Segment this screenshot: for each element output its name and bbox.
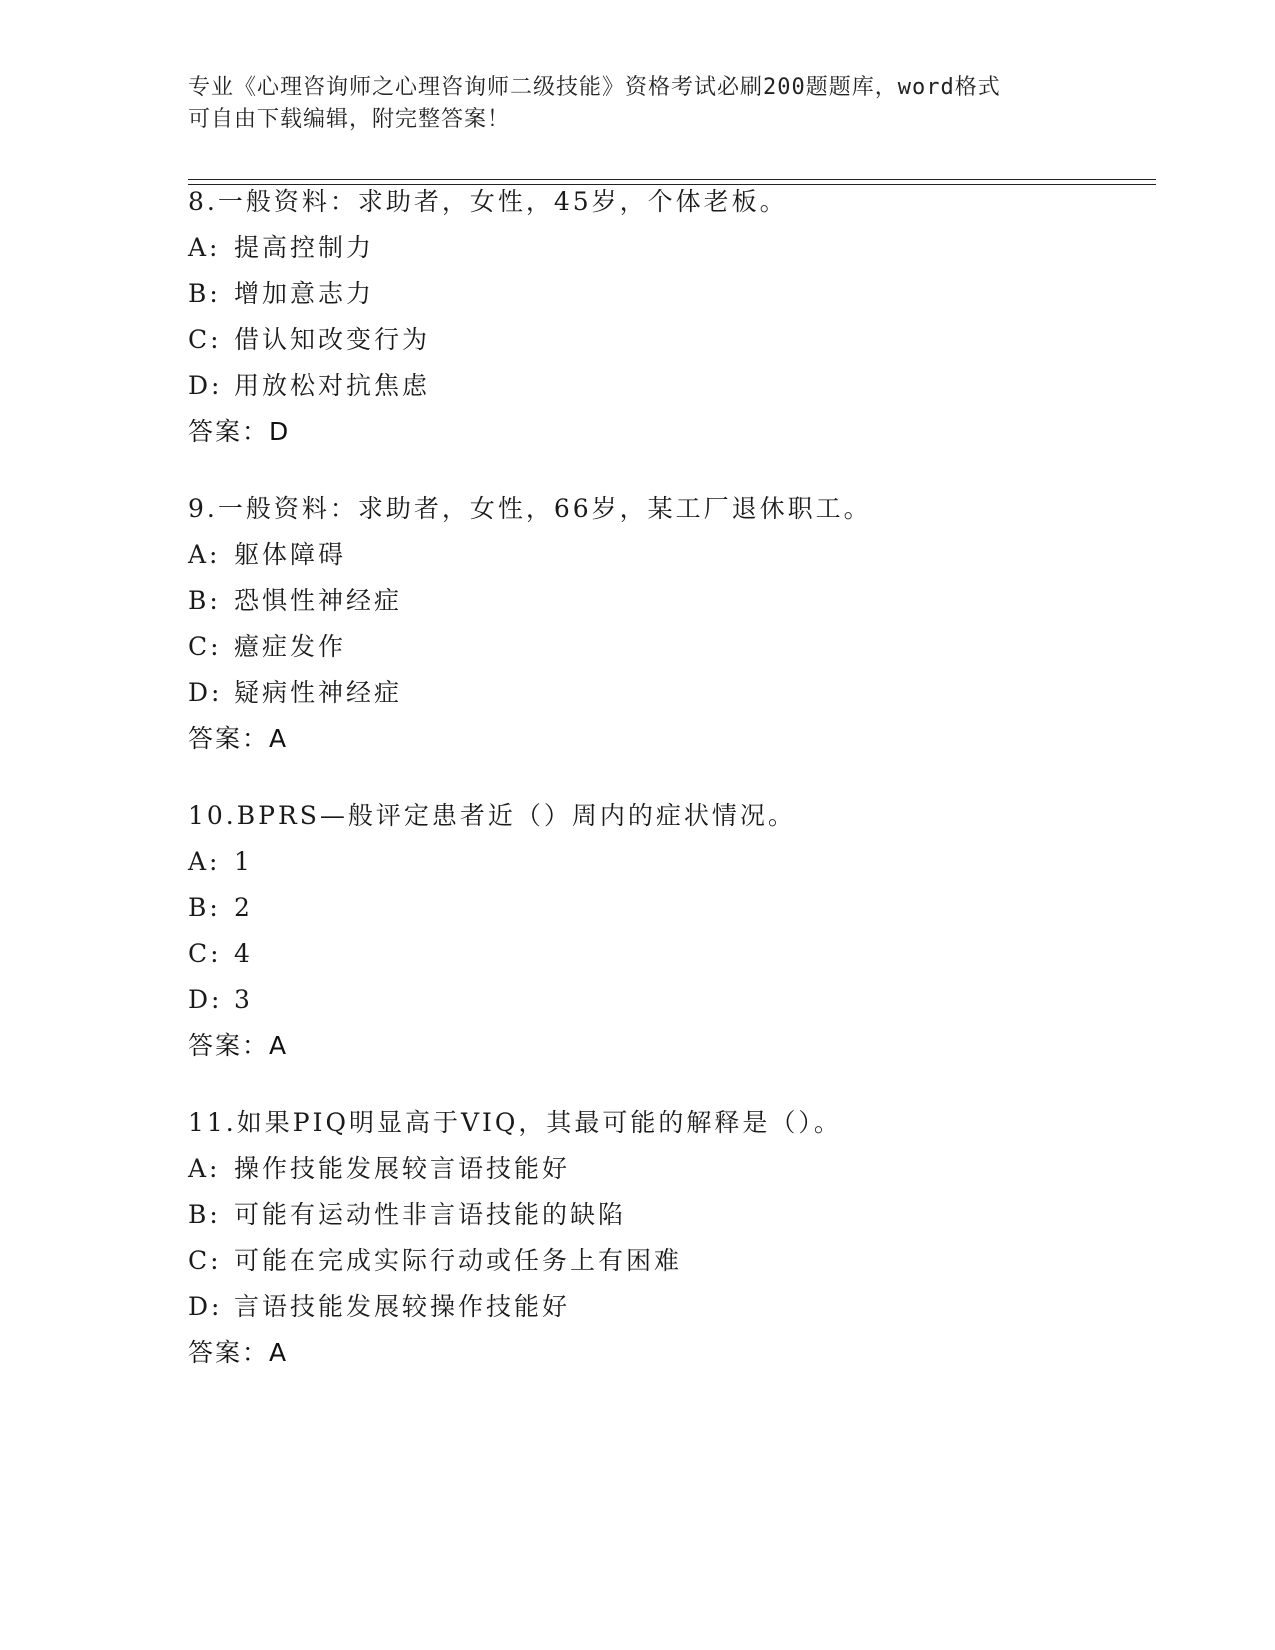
option-b [188,1192,1148,1238]
option-text: 疑病性神经症 [234,678,403,707]
option-b [188,885,1148,931]
option-letter: B: [188,893,221,922]
option-a [188,839,1148,885]
question-stem: 10.BPRS—般评定患者近（）周内的症状情况。 [188,801,796,830]
option-letter: D: [188,985,223,1014]
question-stem: 11.如果PIQ明显高于VIQ，其最可能的解释是（）。 [188,1108,842,1137]
option-letter: C: [188,325,222,354]
question-stem: 9.一般资料：求助者，女性，66岁，某工厂退休职工。 [188,494,872,523]
option-text: 4 [234,939,253,968]
option-text: 躯体障碍 [234,540,347,569]
option-text: 提高控制力 [234,233,375,262]
option-text: 操作技能发展较言语技能好 [234,1154,571,1183]
option-c [188,317,1148,363]
option-text: 3 [234,985,253,1014]
option-text: 癔症发作 [234,632,347,661]
answer-line: 答案：A [188,724,289,753]
option-c [188,1238,1148,1284]
option-text: 2 [234,893,253,922]
option-letter: A: [188,233,221,262]
option-d [188,1284,1148,1330]
option-text: 恐惧性神经症 [234,586,403,615]
option-letter: C: [188,632,222,661]
option-a [188,1146,1148,1192]
question-11 [188,1100,1148,1376]
option-text: 1 [234,847,253,876]
option-d [188,363,1148,409]
answer-line: 答案：A [188,1031,289,1060]
option-text: 借认知改变行为 [234,325,431,354]
option-letter: B: [188,586,221,615]
option-text: 可能有运动性非言语技能的缺陷 [234,1200,627,1229]
answer-line: 答案：A [188,1338,289,1367]
answer-line: 答案：D [188,417,291,446]
option-letter: D: [188,371,223,400]
question-10 [188,793,1148,1069]
question-stem: 8.一般资料：求助者，女性，45岁，个体老板。 [188,187,788,216]
option-letter: B: [188,1200,221,1229]
option-letter: C: [188,1246,222,1275]
option-d [188,977,1148,1023]
option-letter: D: [188,678,223,707]
option-b [188,578,1148,624]
option-text: 用放松对抗焦虑 [234,371,431,400]
option-c [188,624,1148,670]
option-letter: C: [188,939,222,968]
option-c [188,931,1148,977]
option-d [188,670,1148,716]
header-line-1: 专业《心理咨询师之心理咨询师二级技能》资格考试必刷200题题库，word格式 [188,75,1001,100]
option-letter: A: [188,847,221,876]
option-letter: A: [188,540,221,569]
document-header [188,72,1088,136]
option-a [188,532,1148,578]
question-8 [188,179,1148,455]
option-a [188,225,1148,271]
option-text: 言语技能发展较操作技能好 [234,1292,571,1321]
option-letter: D: [188,1292,223,1321]
question-9 [188,486,1148,762]
header-line-2: 可自由下载编辑，附完整答案！ [188,107,511,132]
option-text: 可能在完成实际行动或任务上有困难 [234,1246,683,1275]
option-text: 增加意志力 [234,279,375,308]
option-b [188,271,1148,317]
option-letter: B: [188,279,221,308]
option-letter: A: [188,1154,221,1183]
